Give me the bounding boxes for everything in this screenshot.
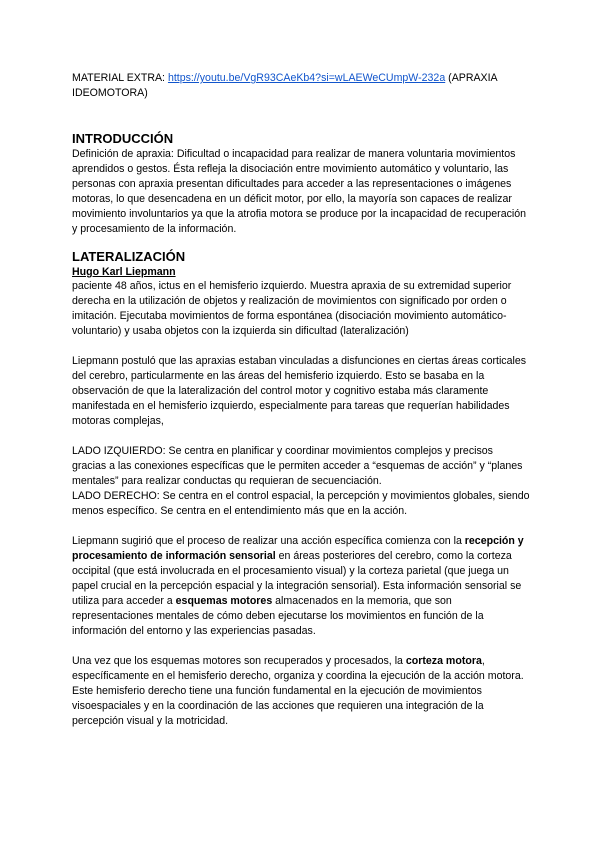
p5-bold-esquemas: esquemas motores — [175, 595, 273, 607]
p5-text-e: almacenados en la memoria, que son representaciones mentales de cómo deben ejecutarse los movimientos en función de la información del entorno y las experiencias pasadas. — [72, 595, 484, 637]
lat-paragraph-6 — [72, 654, 530, 729]
extra-prefix: MATERIAL EXTRA: — [72, 72, 168, 84]
liepmann-subheading: Hugo Karl Liepmann — [72, 266, 176, 278]
p5-text-a: Liepmann sugirió que el proceso de realizar una acción específica comienza con la — [72, 535, 465, 547]
lat-paragraph-5 — [72, 534, 530, 639]
lado-izquierdo-paragraph: LADO IZQUIERDO: Se centra en planificar y coordinar movimientos complejos y precisos gracias a las conexiones específicas que le permiten acceder a “esquemas de acción” y “planes mentales” para realizar conductas qu requieran de secuenciación. — [72, 445, 523, 487]
lado-derecho-paragraph: LADO DERECHO: Se centra en el control espacial, la percepción y movimientos globales, siendo menos específico. Se centra en el entendimiento más que en la acción. — [72, 490, 530, 517]
extra-suffix: (APRAXIA IDEOMOTORA) — [72, 72, 498, 99]
intro-body: Definición de apraxia: Dificultad o incapacidad para realizar de manera voluntaria movimientos aprendidos o gestos. Ésta refleja la disociación entre movimiento automático y voluntario, las personas con apraxia presentan dificultades para acceder a las representaciones o imágenes motoras, lo que desencadena en un déficit motor, por ello, la mayoría son capaces de realizar movimiento involuntarios ya que la atrofia motora se produce por la incapacidad de recuperación y procesamiento de la información. — [72, 148, 527, 235]
lateralizacion-heading: LATERALIZACIÓN — [72, 249, 186, 264]
extra-material — [72, 71, 530, 101]
intro-heading: INTRODUCCIÓN — [72, 131, 174, 146]
p5-text-c: en áreas posteriores del cerebro, como la corteza occipital (que está involucrada en el procesamiento visual) y la corteza parietal (que juega un papel crucial en la percepción espacial y la integración sensorial). Esta información sensorial se utiliza para acceder a — [72, 550, 522, 607]
p6-text-a: Una vez que los esquemas motores son recuperados y procesados, la — [72, 655, 406, 667]
youtube-link[interactable]: https://youtu.be/VgR93CAeKb4?si=wLAEWeCUmpW-232a — [167, 72, 446, 84]
lat-paragraph-2: Liepmann postuló que las apraxias estaban vinculadas a disfunciones en ciertas áreas corticales del cerebro, particularmente en las áreas del hemisferio izquierdo. Esto se basaba en la observación de que la lateralización del control motor y cognitivo estaba más claramente manifestada en el hemisferio izquierdo, especialmente para tareas que requerían habilidades motoras complejas, — [72, 355, 527, 427]
document-content — [72, 71, 530, 729]
p5-bold-sensorial: recepción y procesamiento de información sensorial — [72, 535, 524, 562]
p6-text-c: , específicamente en el hemisferio derecho, organiza y coordina la ejecución de la acción motora. Este hemisferio derecho tiene una función fundamental en la ejecución de movimientos visoespaciales y en la coordinación de las acciones que requieren una integración de la percepción visual y la motricidad. — [72, 655, 524, 727]
p6-bold-corteza: corteza motora — [405, 655, 482, 667]
lat-paragraph-1: paciente 48 años, ictus en el hemisferio izquierdo. Muestra apraxia de su extremidad superior derecha en la utilización de objetos y realización de movimientos con significado por orden o imitación. Ejecutaba movimientos de forma espontánea (disociación movimiento automático-voluntario) y usaba objetos con la izquierda sin dificultad (lateralización) — [72, 280, 512, 337]
